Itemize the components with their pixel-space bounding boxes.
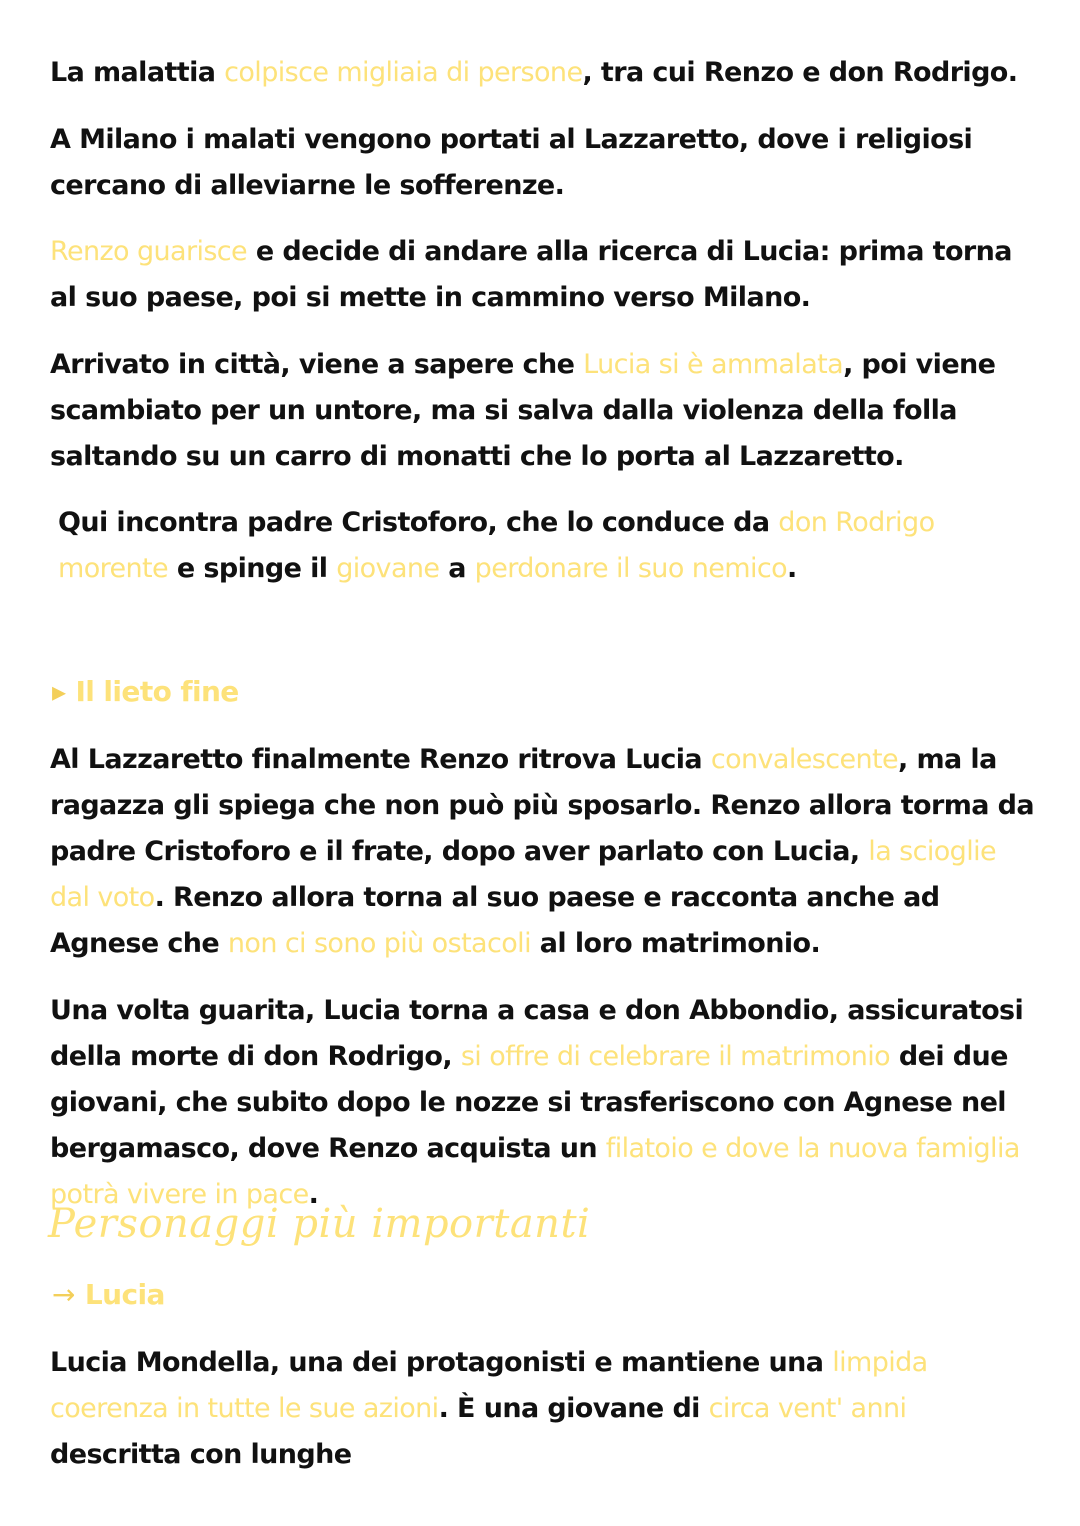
body-text: La malattia — [50, 57, 225, 88]
subheading-lieto-fine — [52, 672, 239, 712]
body-text: , poi viene scambiato per un untore, ma si salva dalla violenza della folla saltando su un carro di monatti che lo porta al Lazzaretto. — [50, 349, 996, 472]
body-text: , ma la ragazza gli spiega che non può più sposarlo. Renzo allora torma da padre Cristoforo e il frate, dopo aver parlato con Lucia, — [50, 744, 1035, 867]
body-text: . — [787, 553, 797, 584]
body-text: dei due giovani, che subito dopo le nozze si trasferiscono con Agnese nel bergamasco, dove Renzo acquista un — [50, 1041, 1008, 1164]
body-text: A Milano i malati vengono portati al Lazzaretto, dove i religiosi cercano di alleviarne le sofferenze. — [50, 124, 973, 201]
subheading-lucia-label: Lucia — [84, 1278, 165, 1311]
arrow-right-icon: → — [52, 1278, 75, 1311]
highlighted-text: limpida coerenza in tutte le sue azioni — [50, 1347, 928, 1424]
body-text: Qui incontra padre Cristoforo, che lo conduce da — [58, 507, 779, 538]
body-text: Una volta guarita, Lucia torna a casa e don Abbondio, assicuratosi della morte di don Rodrigo, — [50, 995, 1024, 1072]
paragraph-milano-lazzaretto — [50, 117, 1040, 209]
highlighted-text: convalescente — [710, 744, 899, 775]
paragraph-renzo-guarisce — [50, 229, 1040, 321]
paragraph-malattia — [50, 50, 1040, 96]
subheading-lieto-fine-label: Il lieto fine — [75, 675, 239, 708]
paragraph-lucia-mondella — [50, 1340, 1040, 1478]
body-text: , tra cui Renzo e don Rodrigo. — [582, 57, 1018, 88]
body-text: Lucia Mondella, una dei protagonisti e mantiene una — [50, 1347, 833, 1378]
body-text: Al Lazzaretto finalmente Renzo ritrova Lucia — [50, 744, 711, 775]
highlighted-text: la scioglie dal voto — [50, 836, 997, 913]
body-text: . — [308, 1179, 319, 1210]
paragraph-matrimonio — [50, 988, 1040, 1218]
body-text: e decide di andare alla ricerca di Lucia: prima torna al suo paese, poi si mette in cammino verso Milano. — [50, 236, 1012, 313]
body-text: . È una giovane di — [438, 1393, 709, 1424]
highlighted-text: colpisce migliaia di persone — [224, 57, 583, 88]
paragraph-arrivato-in-citta — [50, 342, 1040, 480]
paragraph-lieto-fine — [50, 737, 1040, 967]
highlighted-text: don Rodrigo morente — [58, 507, 935, 584]
highlighted-text: circa vent' anni — [708, 1393, 907, 1424]
subheading-lucia — [52, 1275, 165, 1315]
body-text: descritta con lunghe — [50, 1439, 352, 1470]
section-title-personaggi: Personaggi più importanti — [48, 1201, 591, 1247]
highlighted-text: non ci sono più ostacoli — [227, 928, 531, 959]
highlighted-text: si offre di celebrare il matrimonio — [460, 1041, 891, 1072]
body-text: Arrivato in città, viene a sapere che — [50, 349, 584, 380]
body-text: a — [439, 553, 475, 584]
highlighted-text: filatoio e dove la nuova famiglia potrà vivere in pace — [50, 1133, 1020, 1210]
highlighted-text: perdonare il suo nemico — [474, 553, 788, 584]
paragraph-padre-cristoforo — [58, 500, 1048, 592]
body-text: al loro matrimonio. — [530, 928, 821, 959]
triangle-marker-icon: ▸ — [52, 675, 66, 708]
body-text: e spinge il — [168, 553, 337, 584]
highlighted-text: Lucia si è ammalata — [583, 349, 844, 380]
highlighted-text: Renzo guarisce — [50, 236, 248, 267]
highlighted-text: giovane — [336, 553, 440, 584]
body-text: . Renzo allora torna al suo paese e racconta anche ad Agnese che — [50, 882, 940, 959]
